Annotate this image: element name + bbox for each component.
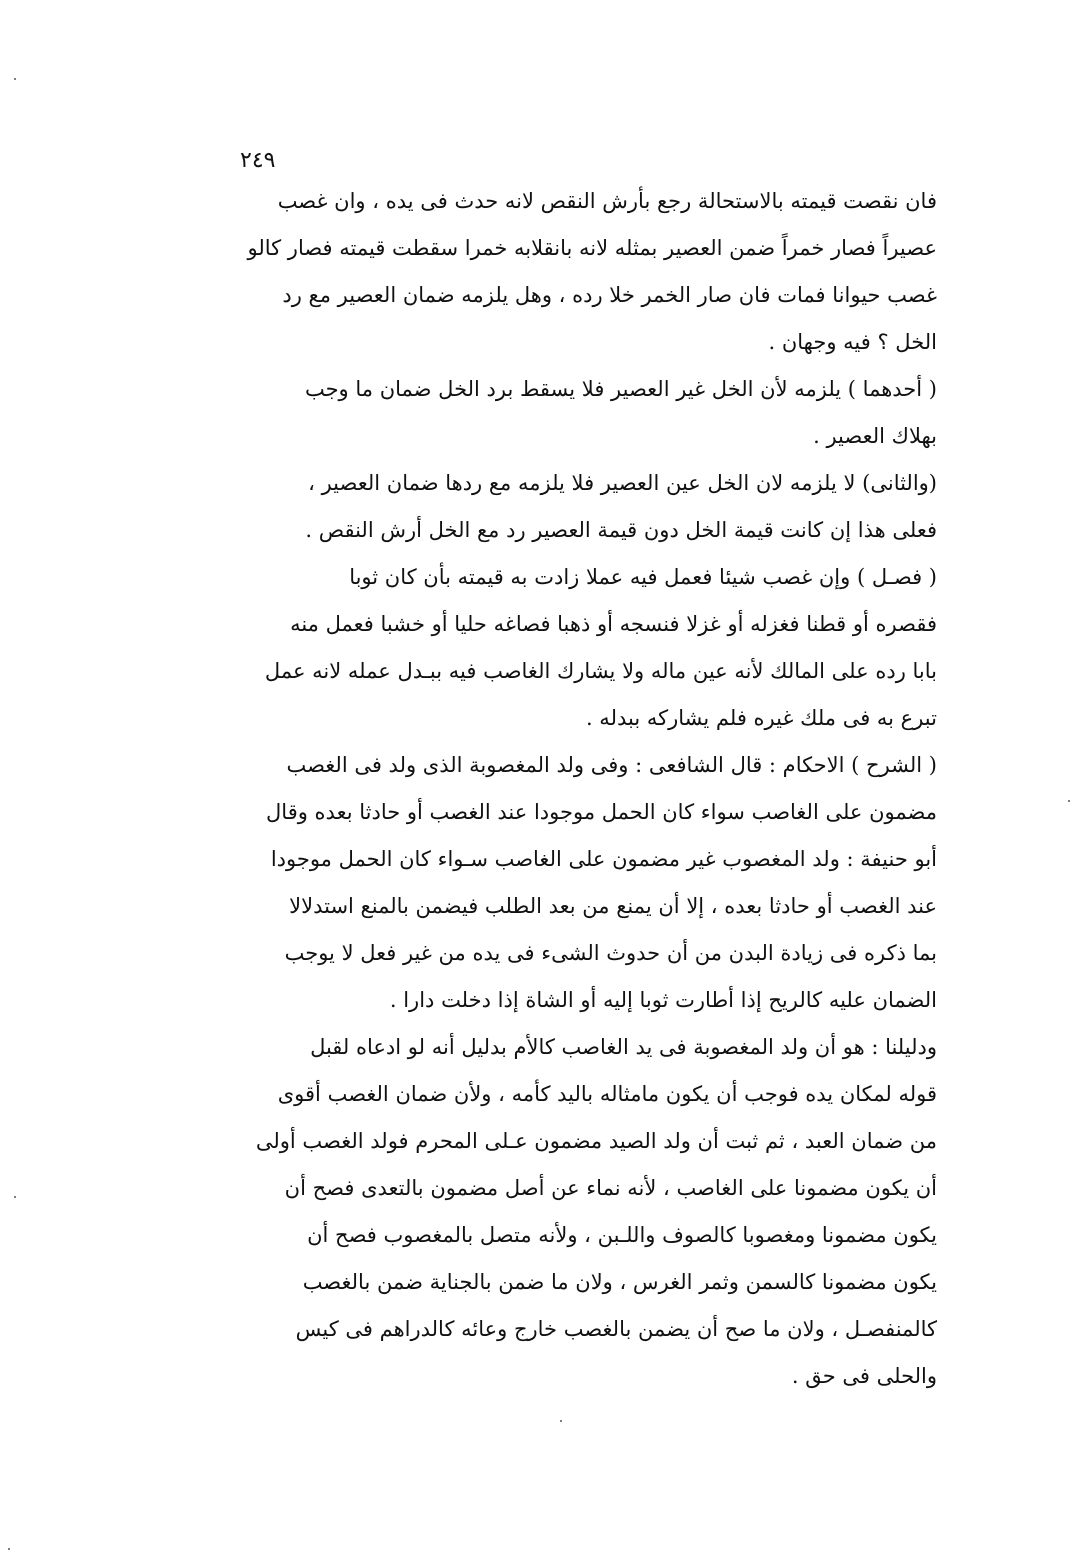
text-line: فعلى هذا إن كانت قيمة الخل دون قيمة العصير رد مع الخل أرش النقص . [305,518,937,542]
text-line: تبرع به فى ملك غيره فلم يشاركه ببدله . [585,706,937,730]
text-line: الخل ؟ فيه وجهان . [768,330,937,354]
body-text [215,178,937,1400]
text-line: غصب حيوانا فمات فان صار الخمر خلا رده ، وهل يلزمه ضمان العصير مع رد [282,283,937,307]
text-line: بهلاك العصير . [813,424,937,448]
page-number: ٢٤٩ [240,148,276,173]
text-line: ( أحدهما ) يلزمه لأن الخل غير العصير فلا يسقط برد الخل ضمان ما وجب [304,377,937,401]
paragraph-6 [215,1024,937,1400]
text-line: ودليلنا : هو أن ولد المغصوبة فى يد الغاصب كالأم بدليل أنه لو ادعاه لقبل [310,1035,937,1059]
text-line: بما ذكره فى زيادة البدن من أن حدوث الشىء فى يده من غير فعل لا يوجب [284,941,937,965]
text-line: عند الغصب أو حادثا بعده ، إلا أن يمنع من بعد الطلب فيضمن بالمنع استدلالا [289,894,937,918]
text-line: قوله لمكان يده فوجب أن يكون مامثاله باليد كأمه ، ولأن ضمان الغصب أقوى [277,1082,937,1106]
text-line: يكون مضمونا ومغصوبا كالصوف واللـبن ، ولأنه متصل بالمغصوب فصح أن [307,1223,937,1247]
scan-speck [14,1196,16,1198]
text-line: عصيراً فصار خمراً ضمن العصير بمثله لانه بانقلابه خمرا سقطت قيمته فصار كالو [247,236,937,260]
text-line: (والثانى) لا يلزمه لان الخل عين العصير فلا يلزمه مع ردها ضمان العصير ، [308,471,937,495]
text-line: مضمون على الغاصب سواء كان الحمل موجودا عند الغصب أو حادثا بعده وقال [266,800,937,824]
scan-speck [14,78,16,80]
text-line: والحلى فى حق . [791,1364,937,1388]
text-line: فقصره أو قطنا فغزله أو غزلا فنسجه أو ذهبا فصاغه حليا أو خشبا فعمل منه [290,612,937,636]
text-line: ( فصـل ) وإن غصب شيئا فعمل فيه عملا زادت به قيمته بأن كان ثوبا [349,565,937,589]
text-line: فان نقصت قيمته بالاستحالة رجع بأرش النقص لانه حدث فى يده ، وان غصب [277,189,937,213]
text-line: بابا رده على المالك لأنه عين ماله ولا يشارك الغاصب فيه ببـدل عمله لانه عمل [264,659,937,683]
paragraph-1 [215,178,937,366]
text-line: يكون مضمونا كالسمن وثمر الغرس ، ولان ما ضمن بالجناية ضمن بالغصب [302,1270,937,1294]
paragraph-5 [215,742,937,1024]
text-line: كالمنفصـل ، ولان ما صح أن يضمن بالغصب خارج وعائه كالدراهم فى كيس [295,1317,937,1341]
text-line: أبو حنيفة : ولد المغصوب غير مضمون على الغاصب سـواء كان الحمل موجودا [270,847,937,871]
paragraph-2 [215,366,937,460]
paragraph-3 [215,460,937,554]
text-line: أن يكون مضمونا على الغاصب ، لأنه نماء عن أصل مضمون بالتعدى فصح أن [284,1176,937,1200]
text-line: ( الشرح ) الاحكام : قال الشافعى : وفى ولد المغصوبة الذى ولد فى الغصب [286,753,937,777]
text-line: من ضمان العبد ، ثم ثبت أن ولد الصيد مضمون عـلى المحرم فولد الغصب أولى [255,1129,937,1153]
paragraph-4 [215,554,937,742]
scan-speck [1068,800,1070,802]
scan-speck [8,1548,10,1550]
text-line: الضمان عليه كالريح إذا أطارت ثوبا إليه أو الشاة إذا دخلت دارا . [389,988,937,1012]
scan-speck [560,1420,562,1422]
